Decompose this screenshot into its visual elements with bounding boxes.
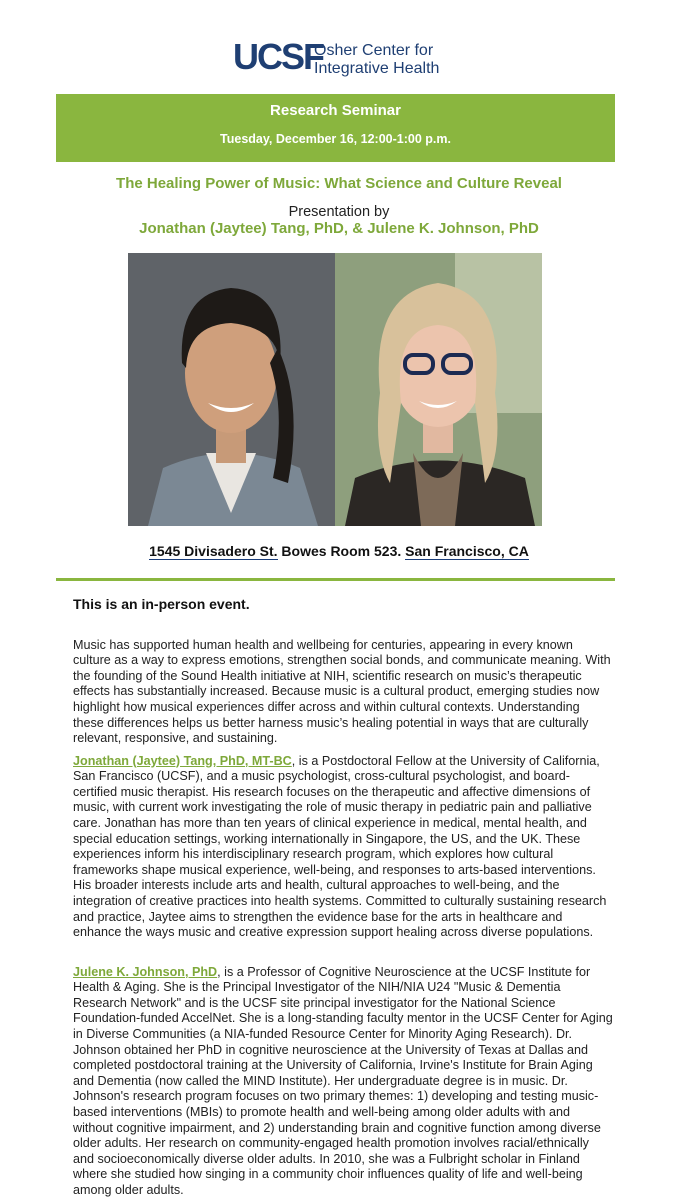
banner-title: Research Seminar bbox=[270, 102, 401, 119]
bio-tang-name-link[interactable]: Jonathan (Jaytee) Tang, PhD, MT-BC bbox=[73, 753, 292, 768]
event-title: The Healing Power of Music: What Science and Culture Reveal bbox=[116, 175, 562, 192]
banner-datetime: Tuesday, December 16, 12:00-1:00 p.m. bbox=[220, 132, 451, 146]
logo-mark: UCSF bbox=[233, 36, 323, 77]
bio-johnson bbox=[73, 965, 613, 1199]
johnson-portrait-illustration bbox=[335, 253, 542, 526]
speaker-photo-tang bbox=[128, 253, 335, 526]
seminar-banner bbox=[56, 94, 615, 162]
bio-johnson-text: , is a Professor of Cognitive Neuroscience at the UCSF Institute for Health & Aging. She is the Principal Investigator of the NIH/NIA U24 "Music & Dementia Research Network" and is the UCSF site principal investigator for the National Science Foundation-funded AccelNet. She is a long-standing faculty mentor in the UCSF Center for Aging in Diverse Communities (a NIA-funded Resource Center for Minority Aging Research). Dr. Johnson obtained her PhD in cognitive neuroscience at the University of Texas at Dallas and completed postdoctoral training at the University of California, Irvine's Institute for Brain Aging and Dementia (now called the MIND Institute). Her undergraduate degree is in music. Dr. Johnson's research program focuses on two primary themes: 1) developing and testing music-based interventions (MBIs) to promote health and well-being among older adults with and without cognitive impairment, and 2) understanding brain and cognitive function among diverse older adults. Her research on community-engaged health promotion involves racial/ethnically and socioeconomically diverse older adults. In 2010, she was a Fulbright scholar in Finland where she studied how singing in a community choir influences quality of life and well-being among older adults. bbox=[73, 964, 613, 1197]
in-person-notice: This is an in-person event. bbox=[73, 596, 250, 612]
presenters: Jonathan (Jaytee) Tang, PhD, & Julene K. Johnson, PhD bbox=[139, 220, 539, 237]
address-street[interactable]: 1545 Divisadero St. bbox=[149, 543, 278, 559]
address-room: Bowes Room 523. bbox=[277, 543, 406, 559]
speaker-photo-johnson bbox=[335, 253, 542, 526]
ucsf-logo bbox=[233, 37, 453, 85]
bio-tang-text: , is a Postdoctoral Fellow at the University of California, San Francisco (UCSF), and a music psychologist, cross-cultural psychologist, and board-certified music therapist. His research focuses on the therapeutic and affective dimensions of music, with current work investigating the role of music therapy in pediatric pain and palliative care. Jonathan has more than ten years of clinical experience in medical, mental health, and special education settings, working internationally in Singapore, the US, and the UK. These experiences inform his interdisciplinary research program, which explores how cultural frameworks shape musical experience, well-being, and responses to arts-based interventions. His broader interests include arts and health, cultural approaches to well-being, and the integration of creative practices into health systems. Committed to culturally sustaining research and practice, Jaytee aims to strengthen the evidence base for the arts in healthcare and enhance the ways music and creative expression support healing across diverse populations. bbox=[73, 753, 607, 940]
logo-line-1: Osher Center for bbox=[314, 42, 434, 59]
bio-tang bbox=[73, 754, 613, 941]
address-city[interactable]: San Francisco, CA bbox=[405, 543, 529, 559]
logo-text bbox=[314, 42, 439, 78]
logo-line-2: Integrative Health bbox=[314, 60, 440, 77]
intro-paragraph: Music has supported human health and wellbeing for centuries, appearing in every known culture as a way to express emotions, strengthen social bonds, and communicate meaning. With the founding of the Sound Health initiative at NIH, scientific research on music’s therapeutic effects has substantially increased. Because music is a cultural product, emerging studies now highlight how musical experiences differ across and within cultural contexts. Understanding these differences helps us better harness music’s healing potential in ways that are culturally relevant, responsive, and sustaining. bbox=[73, 637, 611, 746]
event-address bbox=[0, 543, 678, 559]
section-divider bbox=[56, 578, 615, 581]
tang-portrait-illustration bbox=[128, 253, 335, 526]
bio-johnson-name-link[interactable]: Julene K. Johnson, PhD bbox=[73, 964, 218, 979]
presentation-by: Presentation by bbox=[288, 204, 390, 220]
